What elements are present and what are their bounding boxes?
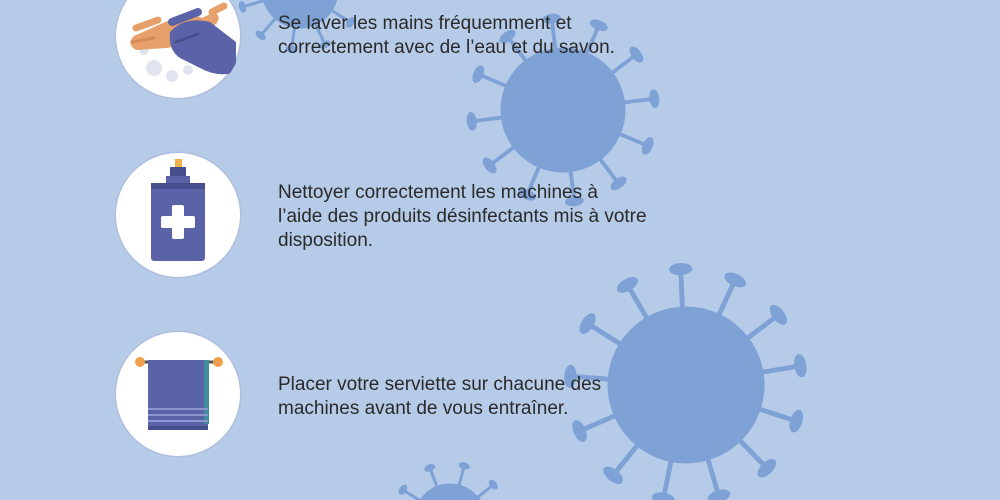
sanitizer-bottle-icon xyxy=(114,151,242,279)
towel-icon xyxy=(114,330,242,458)
tip-text-hand-washing: Se laver les mains fréquemment et correctement avec de l’eau et du savon. xyxy=(278,13,615,58)
tip-text-disinfect: Nettoyer correctement les machines à l’aide des produits désinfectants mis à votre disposition. xyxy=(278,182,647,251)
hand-washing-icon xyxy=(114,0,242,100)
tip-text-towel: Placer votre serviette sur chacune des machines avant de vous entraîner. xyxy=(278,374,602,419)
